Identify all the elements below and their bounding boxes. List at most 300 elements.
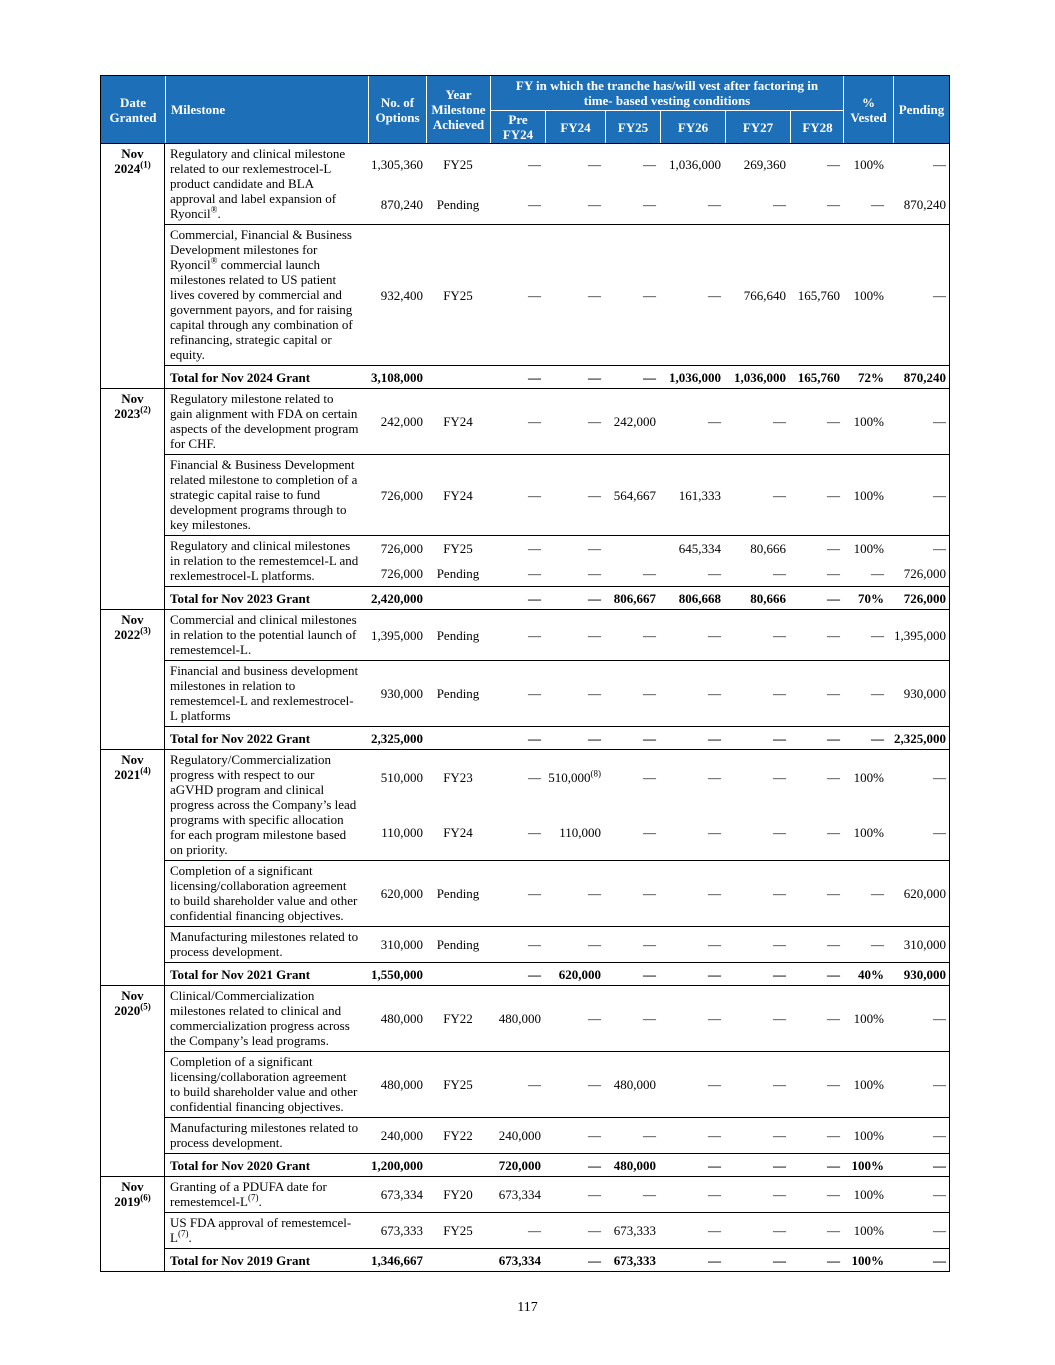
fy-cell: —	[528, 487, 541, 503]
fy-cell: —	[528, 770, 541, 785]
fy-cell: —	[643, 627, 656, 643]
pending-cell: —	[933, 1128, 946, 1143]
group-rows	[165, 1177, 949, 1271]
options-cell: 1,550,000	[371, 966, 423, 982]
fy-cell: 165,760	[797, 287, 840, 303]
year-achieved-cell: FY24	[443, 487, 473, 503]
fy-cell: —	[827, 937, 840, 952]
fy-cell: 673,333	[613, 1223, 656, 1238]
total-label: Total for Nov 2020 Grant	[170, 1157, 311, 1173]
header-year-milestone-achieved: Year Milestone Achieved	[426, 76, 490, 143]
fy-cell: 80,666	[750, 541, 786, 556]
grant-group	[101, 144, 949, 388]
tranche-row	[368, 1118, 949, 1153]
fy-cell: —	[827, 627, 840, 643]
options-cell: 930,000	[380, 686, 423, 701]
vested-cell: —	[871, 566, 884, 581]
total-values-row	[368, 964, 949, 984]
fy-cell: —	[643, 566, 656, 581]
tranche-row	[368, 1213, 949, 1248]
fy-cell: —	[827, 1157, 840, 1173]
fy-cell: 1,036,000	[669, 369, 721, 385]
total-row	[165, 366, 949, 388]
fy-cell: —	[588, 1157, 601, 1173]
milestone-description: Financial and business development milestones in relation to remestemcel-L and rexlemestrocel-L platforms	[170, 663, 359, 723]
vested-cell: 100%	[853, 825, 884, 840]
fy-cell: 242,000	[613, 414, 656, 429]
vested-cell: 100%	[853, 1223, 884, 1238]
fy-cell: —	[528, 287, 541, 303]
pending-cell: —	[933, 1077, 946, 1092]
fy-cell: —	[588, 287, 601, 303]
grant-group	[101, 1176, 949, 1271]
milestone-block	[165, 750, 949, 861]
grant-group	[101, 388, 949, 609]
vested-cell: —	[871, 937, 884, 952]
fy-cell: —	[528, 627, 541, 643]
grant-group	[101, 749, 949, 985]
tranche-lines	[368, 986, 949, 1051]
vested-cell: 72%	[858, 369, 884, 385]
milestone-block	[165, 986, 949, 1052]
fy-cell: —	[827, 541, 840, 556]
fy-cell: —	[588, 1223, 601, 1238]
fy-cell: —	[588, 196, 601, 212]
fy-cell: —	[827, 590, 840, 606]
options-cell: 240,000	[380, 1128, 423, 1143]
grant-group	[101, 609, 949, 749]
fy-cell: 165,760	[797, 369, 840, 385]
options-cell: 2,325,000	[371, 730, 423, 746]
vested-cell: 100%	[853, 1077, 884, 1092]
fy-cell: —	[588, 156, 601, 172]
tranche-lines	[368, 1118, 949, 1153]
header-vesting-span-label: FY in which the tranche has/will vest after factoring in time- based vesting conditions	[491, 76, 843, 111]
milestone-description: Commercial, Financial & Business Development milestones for Ryoncil® commercial launch milestones related to US patient lives covered by commercial and government payors, and for raising capital through any combination of refinancing, strategic capital or equity.	[170, 227, 353, 362]
fy-cell: 673,333	[613, 1252, 656, 1268]
fy-cell: —	[528, 937, 541, 952]
fy-cell: —	[643, 825, 656, 840]
pending-cell: —	[933, 541, 946, 556]
table-header	[101, 76, 949, 144]
group-rows	[165, 750, 949, 985]
options-cell: 673,334	[380, 1187, 423, 1202]
options-cell: 480,000	[380, 1011, 423, 1026]
header-fy-subcolumns	[491, 111, 843, 143]
date-granted-cell: Nov 2021$^{(4)}$	[101, 750, 165, 985]
group-rows	[165, 610, 949, 749]
year-achieved-cell: FY25	[443, 1077, 473, 1092]
pending-cell: —	[933, 825, 946, 840]
tranche-row	[368, 805, 949, 860]
tranche-lines	[368, 536, 949, 586]
date-granted-cell: Nov 2024$^{(1)}$	[101, 144, 165, 388]
fy-cell: —	[708, 1011, 721, 1026]
pending-cell: 310,000	[903, 937, 946, 952]
fy-cell: —	[588, 566, 601, 581]
fy-cell: —	[643, 886, 656, 901]
options-cell: 242,000	[380, 414, 423, 429]
fy-cell: —	[708, 1157, 721, 1173]
milestone-description: US FDA approval of remestemcel-$L^{(7)}$.	[170, 1215, 352, 1245]
tranche-lines	[368, 1177, 949, 1212]
milestone-block	[165, 1177, 949, 1213]
year-achieved-cell: FY25	[443, 287, 473, 303]
pending-cell: —	[933, 1187, 946, 1202]
fy-cell: —	[588, 541, 601, 556]
total-values-row	[368, 1250, 949, 1270]
total-label: Total for Nov 2024 Grant	[170, 369, 311, 385]
vested-cell: —	[871, 886, 884, 901]
fy-cell: 480,000	[498, 1011, 541, 1026]
total-row	[165, 1154, 949, 1176]
fy-cell: —	[708, 287, 721, 303]
total-label: Total for Nov 2023 Grant	[170, 590, 311, 606]
tranche-lines	[368, 1052, 949, 1117]
fy-cell: —	[708, 730, 721, 746]
total-values-row	[368, 1155, 949, 1175]
milestone-description: Regulatory/Commercialization progress with respect to our aGVHD program and clinical progress across the Company’s lead programs with specific allocation for each program milestone based on priority.	[170, 752, 357, 857]
total-label: Total for Nov 2022 Grant	[170, 730, 311, 746]
fy-cell: 620,000	[558, 966, 601, 982]
fy-cell: —	[528, 196, 541, 212]
options-cell: 1,200,000	[371, 1157, 423, 1173]
fy-cell: —	[643, 730, 656, 746]
milestone-description: Manufacturing milestones related to process development.	[170, 1120, 359, 1150]
milestone-block	[165, 389, 949, 455]
fy-cell: —	[773, 414, 786, 429]
pending-cell: 620,000	[903, 886, 946, 901]
fy-cell: —	[588, 627, 601, 643]
year-achieved-cell: Pending	[436, 196, 480, 212]
milestone-description: Commercial and clinical milestones in relation to the potential launch of remestemcel-L.	[170, 612, 357, 657]
fy-cell: —	[773, 886, 786, 901]
fy-cell: —	[827, 1011, 840, 1026]
fy-cell: —	[708, 886, 721, 901]
fy-cell: —	[827, 566, 840, 581]
fy-cell: —	[588, 686, 601, 701]
fy-cell: —	[773, 1077, 786, 1092]
vested-cell: 100%	[853, 414, 884, 429]
year-achieved-cell: Pending	[436, 886, 480, 901]
milestone-description: Regulatory milestone related to gain alignment with FDA on certain aspects of the development program for CHF.	[170, 391, 359, 451]
tranche-lines	[368, 225, 949, 365]
fy-cell: —	[708, 1128, 721, 1143]
milestone-block	[165, 1213, 949, 1249]
fy-cell: —	[773, 566, 786, 581]
vested-cell: 100%	[853, 287, 884, 303]
vested-cell: —	[871, 627, 884, 643]
fy-cell: —	[528, 590, 541, 606]
date-granted-cell: Nov 2023$^{(2)}$	[101, 389, 165, 609]
group-rows	[165, 389, 949, 609]
vested-cell: —	[871, 196, 884, 212]
fy-cell: —	[773, 825, 786, 840]
tranche-row	[368, 861, 949, 926]
milestone-description: Completion of a significant licensing/collaboration agreement to build shareholder value and other confidential financing objectives.	[170, 863, 358, 923]
pending-cell: 930,000	[903, 966, 946, 982]
tranche-lines	[368, 455, 949, 535]
milestone-description: Completion of a significant licensing/collaboration agreement to build shareholder value and other confidential financing objectives.	[170, 1054, 358, 1114]
tranche-row	[368, 986, 949, 1051]
fy-cell: —	[528, 730, 541, 746]
fy-cell: —	[773, 1223, 786, 1238]
fy-cell: —	[773, 196, 786, 212]
fy-cell: —	[643, 937, 656, 952]
fy-cell: 673,334	[498, 1187, 541, 1202]
fy-cell: —	[528, 369, 541, 385]
fy-cell: —	[773, 937, 786, 952]
fy-cell: 564,667	[613, 487, 656, 503]
fy-cell: —	[528, 566, 541, 581]
fy-cell: —	[773, 1187, 786, 1202]
tranche-lines	[368, 927, 949, 962]
fy-cell: —	[708, 770, 721, 785]
options-cell: 110,000	[381, 825, 423, 840]
fy-cell: —	[827, 1077, 840, 1092]
header-milestone: Milestone	[165, 76, 368, 143]
fy-cell: 1,036,000	[734, 369, 786, 385]
milestone-description: Clinical/Commercialization milestones related to clinical and commercialization progress across the Company’s lead programs.	[170, 988, 350, 1048]
group-rows	[165, 144, 949, 388]
total-label: Total for Nov 2019 Grant	[170, 1252, 311, 1268]
tranche-row	[368, 389, 949, 454]
options-cell: 2,420,000	[371, 590, 423, 606]
tranche-lines	[368, 1213, 949, 1248]
tranche-lines	[368, 661, 949, 726]
options-cell: 726,000	[380, 566, 423, 581]
tranche-lines	[368, 750, 949, 860]
tranche-row	[368, 927, 949, 962]
milestone-description: Financial & Business Development related milestone to completion of a strategic capital raise to fund development programs through to key milestones.	[170, 457, 358, 532]
fy-cell: —	[773, 1011, 786, 1026]
fy-cell: —	[827, 770, 840, 785]
pending-cell: —	[933, 1011, 946, 1026]
fy-cell: —	[588, 590, 601, 606]
fy-cell: —	[773, 627, 786, 643]
fy-cell: —	[708, 196, 721, 212]
options-cell: 673,333	[380, 1223, 423, 1238]
fy-cell: —	[773, 1157, 786, 1173]
pending-cell: 726,000	[903, 566, 946, 581]
fy-cell: —	[643, 1011, 656, 1026]
table-body	[101, 144, 949, 1271]
fy-cell: —	[528, 541, 541, 556]
fy-cell: —	[773, 966, 786, 982]
milestone-description: Regulatory and clinical milestones in relation to the remestemcel-L and rexlemestrocel-L platforms.	[170, 538, 359, 583]
fy-cell: —	[827, 966, 840, 982]
fy-cell: —	[827, 1252, 840, 1268]
pending-cell: —	[933, 1157, 946, 1173]
tranche-row	[368, 661, 949, 726]
fy-cell: —	[827, 730, 840, 746]
vested-cell: 40%	[858, 966, 884, 982]
tranche-lines	[368, 144, 949, 224]
pending-cell: —	[933, 156, 946, 172]
total-row	[165, 1249, 949, 1271]
fy-cell: —	[708, 1187, 721, 1202]
fy-cell: —	[528, 1223, 541, 1238]
pending-cell: 870,240	[903, 196, 946, 212]
header-fy26: FY26	[660, 111, 725, 143]
total-values-row	[368, 728, 949, 748]
page-number: 117	[517, 1300, 538, 1315]
fy-cell: 1,036,000	[669, 156, 721, 172]
pending-cell: 2,325,000	[894, 730, 946, 746]
fy-cell: 645,334	[678, 541, 721, 556]
options-cell: 726,000	[380, 487, 423, 503]
fy-cell: —	[827, 414, 840, 429]
options-cell: 1,346,667	[371, 1252, 423, 1268]
fy-cell: —	[708, 937, 721, 952]
tranche-lines	[368, 861, 949, 926]
pending-cell: —	[933, 1252, 946, 1268]
options-cell: 510,000	[380, 770, 423, 785]
total-row	[165, 963, 949, 985]
tranche-row	[368, 455, 949, 535]
header-pending: Pending	[893, 76, 949, 143]
fy-cell: —	[588, 937, 601, 952]
fy-cell: —	[643, 1187, 656, 1202]
milestone-block	[165, 1052, 949, 1118]
fy-cell: —	[708, 686, 721, 701]
pending-cell: 930,000	[903, 686, 946, 701]
milestone-block	[165, 144, 949, 225]
fy-cell: —	[588, 1252, 601, 1268]
milestone-block	[165, 225, 949, 366]
pending-cell: —	[933, 414, 946, 429]
year-achieved-cell: Pending	[436, 627, 480, 643]
vested-cell: 100%	[853, 541, 884, 556]
options-cell: 310,000	[380, 937, 423, 952]
fy-cell: —	[708, 627, 721, 643]
fy-cell: —	[528, 156, 541, 172]
milestone-description: Manufacturing milestones related to process development.	[170, 929, 359, 959]
year-achieved-cell: FY22	[443, 1128, 473, 1143]
total-label: Total for Nov 2021 Grant	[170, 966, 311, 982]
fy-cell: —	[588, 730, 601, 746]
tranche-row	[368, 536, 949, 561]
fy-cell: 720,000	[498, 1157, 541, 1173]
fy-cell: —	[827, 156, 840, 172]
fy-cell: —	[643, 966, 656, 982]
total-row	[165, 727, 949, 749]
options-cell: 480,000	[380, 1077, 423, 1092]
milestone-block	[165, 927, 949, 963]
fy-cell: —	[827, 825, 840, 840]
fy-cell: —	[827, 1187, 840, 1202]
year-achieved-cell: FY20	[443, 1187, 473, 1202]
pending-cell: —	[933, 770, 946, 785]
fy-cell: —	[827, 487, 840, 503]
fy-cell: —	[773, 1252, 786, 1268]
fy-cell: —	[708, 966, 721, 982]
fy-cell: —	[528, 886, 541, 901]
fy-cell: —	[643, 156, 656, 172]
fy-cell: —	[528, 1077, 541, 1092]
vested-cell: 100%	[853, 1187, 884, 1202]
vested-cell: —	[871, 686, 884, 701]
vested-cell: 100%	[853, 1011, 884, 1026]
date-granted-cell: Nov 2019$^{(6)}$	[101, 1177, 165, 1271]
fy-cell: 510,000$^{(8)}$	[548, 768, 601, 785]
vested-cell: 100%	[853, 770, 884, 785]
fy-cell: —	[773, 686, 786, 701]
fy-cell: 240,000	[498, 1128, 541, 1143]
fy-cell: —	[588, 1011, 601, 1026]
milestone-description: Granting of a PDUFA date for remestemcel-$L^{(7)}$.	[170, 1179, 327, 1209]
milestone-block	[165, 610, 949, 661]
header-no-of-options: No. of Options	[368, 76, 426, 143]
year-achieved-cell: Pending	[436, 937, 480, 952]
options-cell: 1,305,360	[371, 156, 423, 172]
fy-cell: —	[528, 825, 541, 840]
year-achieved-cell: FY23	[443, 770, 473, 785]
vested-cell: 100%	[853, 156, 884, 172]
milestone-block	[165, 536, 949, 587]
fy-cell: —	[588, 1187, 601, 1202]
tranche-row	[368, 750, 949, 805]
date-granted-cell: Nov 2022$^{(3)}$	[101, 610, 165, 749]
header-fy24: FY24	[545, 111, 605, 143]
year-achieved-cell: FY25	[443, 541, 473, 556]
fy-cell: —	[643, 369, 656, 385]
header-fy27: FY27	[725, 111, 790, 143]
options-cell: 620,000	[380, 886, 423, 901]
fy-cell: —	[708, 414, 721, 429]
pending-cell: —	[933, 287, 946, 303]
fy-cell: —	[773, 770, 786, 785]
header-fy25: FY25	[605, 111, 660, 143]
tranche-row	[368, 561, 949, 586]
fy-cell: —	[643, 1128, 656, 1143]
header-fy28: FY28	[790, 111, 844, 143]
grant-group	[101, 985, 949, 1176]
tranche-row	[368, 610, 949, 660]
header-date-granted: Date Granted	[109, 94, 157, 125]
total-row	[165, 587, 949, 609]
milestone-block	[165, 1118, 949, 1154]
tranche-row	[368, 1052, 949, 1117]
fy-cell: —	[643, 287, 656, 303]
options-cell: 1,395,000	[371, 627, 423, 643]
tranche-lines	[368, 610, 949, 660]
tranche-row	[368, 184, 949, 224]
milestone-block	[165, 661, 949, 727]
fy-cell: 161,333	[678, 487, 721, 503]
header-pct-vested: % Vested	[843, 76, 893, 143]
fy-cell: —	[708, 1077, 721, 1092]
pending-cell: —	[933, 487, 946, 503]
date-granted-cell: Nov 2020$^{(5)}$	[101, 986, 165, 1176]
fy-cell: —	[827, 196, 840, 212]
fy-cell: 480,000	[613, 1077, 656, 1092]
vested-cell: 100%	[853, 487, 884, 503]
fy-cell: —	[708, 566, 721, 581]
year-achieved-cell: Pending	[436, 566, 480, 581]
fy-cell: —	[708, 825, 721, 840]
fy-cell: —	[588, 1077, 601, 1092]
year-achieved-cell: FY24	[443, 414, 473, 429]
fy-cell: 806,667	[613, 590, 656, 606]
fy-cell: —	[708, 1223, 721, 1238]
fy-cell: 80,666	[750, 590, 786, 606]
tranche-lines	[368, 389, 949, 454]
vested-cell: 100%	[851, 1157, 884, 1173]
fy-cell: —	[827, 686, 840, 701]
fy-cell: —	[588, 886, 601, 901]
fy-cell: —	[588, 369, 601, 385]
